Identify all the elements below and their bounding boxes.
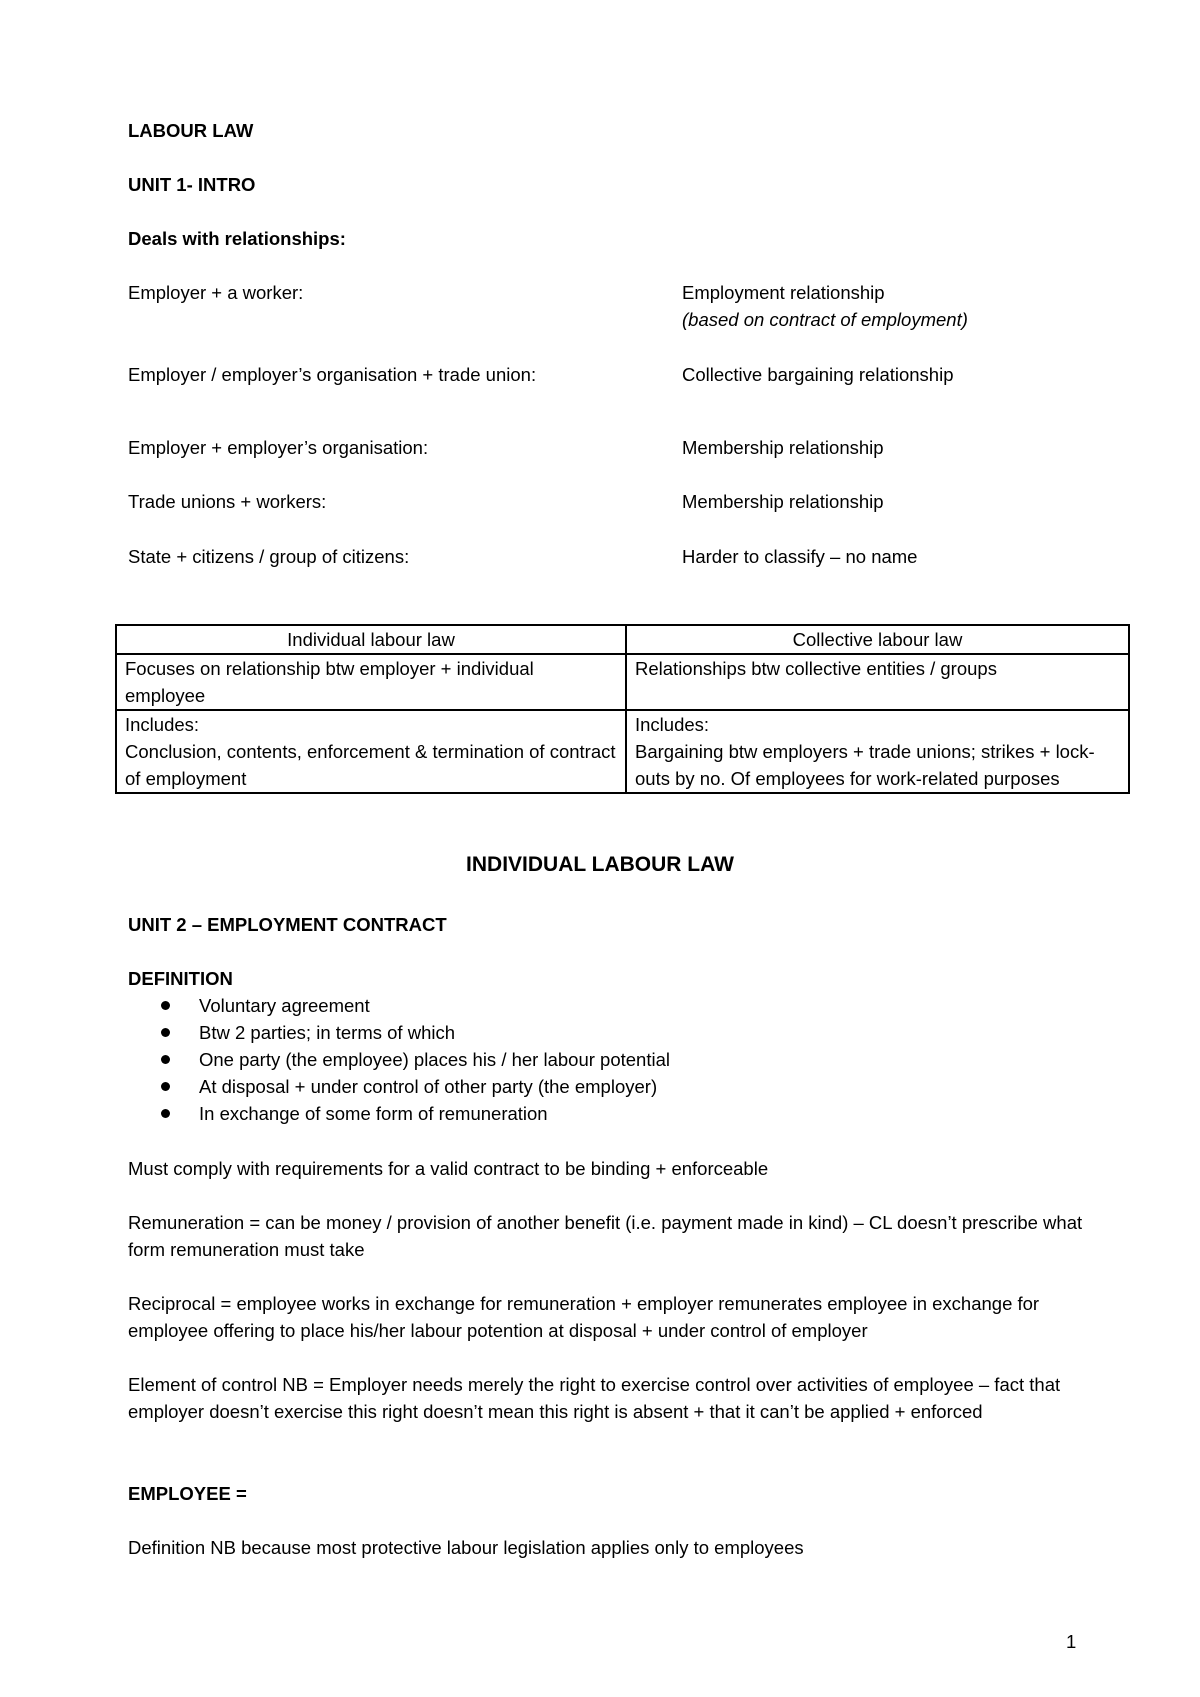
paragraph-remuneration: Remuneration = can be money / provision of another benefit (i.e. payment made in kind) – CL doesn’t prescribe what form remuneration must take — [128, 1212, 1083, 1260]
list-item: Voluntary agreement — [128, 992, 670, 1019]
relationship-right: Harder to classify – no name — [682, 546, 918, 567]
table-cell — [116, 710, 626, 793]
comparison-table — [115, 624, 1130, 794]
table-cell: Relationships btw collective entities / groups — [626, 654, 1129, 710]
relationship-note: (based on contract of employment) — [682, 309, 968, 330]
page-number: 1 — [1066, 1631, 1077, 1652]
list-item: In exchange of some form of remuneration — [128, 1100, 670, 1127]
table-header-collective: Collective labour law — [626, 625, 1129, 654]
unit2-heading: UNIT 2 – EMPLOYMENT CONTRACT — [128, 914, 447, 935]
section-title: INDIVIDUAL LABOUR LAW — [466, 853, 734, 876]
paragraph-reciprocal: Reciprocal = employee works in exchange for remuneration + employer remunerates employee in exchange for employee offering to place his/her labour potention at disposal + under control of employer — [128, 1293, 1040, 1341]
bullet-icon — [161, 1055, 170, 1064]
deals-heading: Deals with relationships: — [128, 228, 346, 249]
relationship-right: Membership relationship — [682, 491, 884, 512]
list-item: One party (the employee) places his / her labour potential — [128, 1046, 670, 1073]
cell-title: Includes: — [125, 714, 200, 735]
employee-heading: EMPLOYEE = — [128, 1483, 247, 1504]
table-header-individual: Individual labour law — [116, 625, 626, 654]
relationship-left: Employer + a worker: — [128, 282, 304, 303]
relationship-right: Membership relationship — [682, 437, 884, 458]
table-cell — [626, 710, 1129, 793]
cell-title: Includes: — [635, 714, 710, 735]
relationship-left: Employer / employer’s organisation + trade union: — [128, 364, 537, 385]
definition-list — [128, 992, 670, 1127]
bullet-icon — [161, 1028, 170, 1037]
list-item: At disposal + under control of other party (the employer) — [128, 1073, 670, 1100]
unit1-heading: UNIT 1- INTRO — [128, 174, 256, 195]
table-row — [116, 710, 1129, 793]
paragraph-comply: Must comply with requirements for a valid contract to be binding + enforceable — [128, 1158, 769, 1179]
paragraph-control: Element of control NB = Employer needs merely the right to exercise control over activities of employee – fact that employer doesn’t exercise this right doesn’t mean this right is absent + that it can’t be applied + enforced — [128, 1374, 1061, 1422]
cell-body: Bargaining btw employers + trade unions; strikes + lock-outs by no. Of employees for work-related purposes — [635, 741, 1095, 789]
bullet-icon — [161, 1082, 170, 1091]
definition-heading: DEFINITION — [128, 968, 233, 989]
relationship-left: Trade unions + workers: — [128, 491, 327, 512]
relationship-left: Employer + employer’s organisation: — [128, 437, 429, 458]
cell-body: Conclusion, contents, enforcement & termination of contract of employment — [125, 741, 616, 789]
relationship-right: Employment relationship — [682, 282, 885, 303]
relationship-left: State + citizens / group of citizens: — [128, 546, 410, 567]
relationship-right: Collective bargaining relationship — [682, 364, 954, 385]
bullet-icon — [161, 1109, 170, 1118]
table-row — [116, 654, 1129, 710]
table-header-row — [116, 625, 1129, 654]
paragraph-definition-nb: Definition NB because most protective labour legislation applies only to employees — [128, 1537, 804, 1558]
doc-title: LABOUR LAW — [128, 120, 254, 141]
list-item: Btw 2 parties; in terms of which — [128, 1019, 670, 1046]
bullet-icon — [161, 1001, 170, 1010]
table-cell: Focuses on relationship btw employer + individual employee — [116, 654, 626, 710]
